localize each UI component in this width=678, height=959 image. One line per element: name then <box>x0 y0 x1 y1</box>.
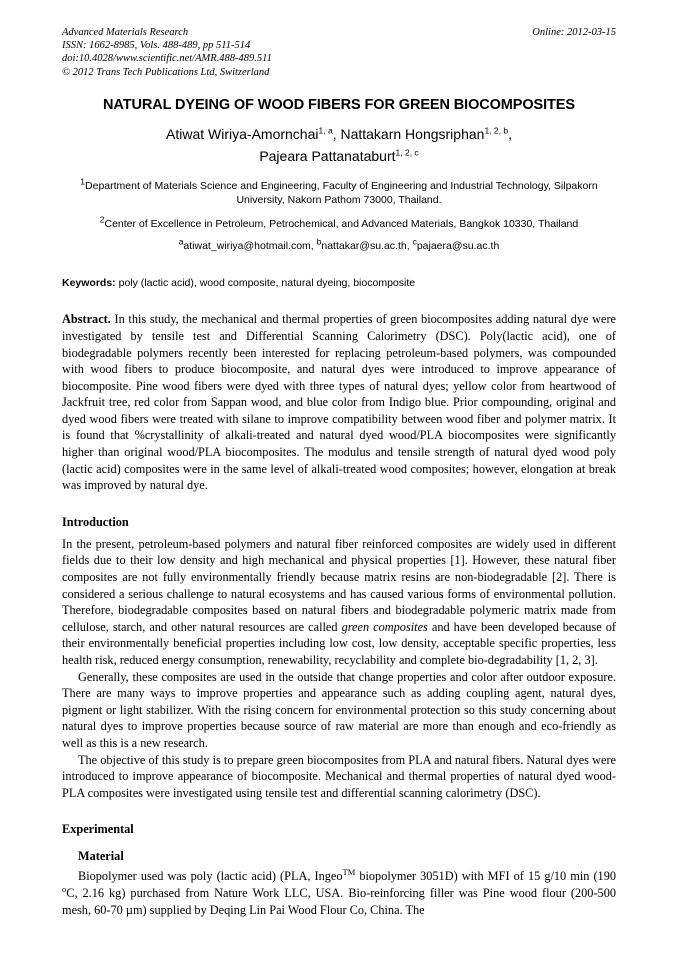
keywords-value: poly (lactic acid), wood composite, natural dyeing, biocomposite <box>115 277 416 290</box>
section-heading-experimental: Experimental <box>62 822 134 837</box>
affiliation-list <box>62 176 616 232</box>
email-marker-a: a <box>178 236 184 247</box>
affiliation-marker-2: 2 <box>99 214 105 225</box>
introduction-paragraph-2: Generally, these composites are used in the outside that change properties and color after outdoor exposure. There are many ways to improve properties and appearance such as adding coupling agent, natural dyes, pigment or light stabilizer. With the rising concern for environmental protection so this study concerning about natural dyes to improve properties because source of raw material are more than enough and eco-friendly as well as this is a new research. <box>62 669 616 750</box>
introduction-paragraph-3: The objective of this study is to prepare green biocomposites from PLA and natural fibers. Natural dyes were introduced to improve appearance of biocomposite. Mechanical and thermal properties of natural dyed wood-PLA composites were investigated using tensile test and differential scanning calorimetry (DSC). <box>62 752 616 800</box>
material-p1-part-b: biopolymer 3051D) with MFI of 15 g/10 min (190 <box>355 869 616 884</box>
intro-p1-emphasis: green composites <box>341 619 428 634</box>
intro-p1-part-a: In the present, petroleum-based polymers and natural fiber reinforced composites are widely used in different fields due to their low density and high mechanical and physical properties [1]. However, these natural fiber composites are not fully environmentally friendly because matrix resins are non-biodegradable [2]. There is considered a serious challenge to natural ecosystems and has caused various forms of environmental pollution. Therefore, biodegradable composites based on natural fibers and biodegradable polymeric matrix made from cellulose, starch, and other natural resources are called <box>62 536 616 634</box>
email-marker-c: c <box>412 236 417 247</box>
abstract-paragraph <box>62 311 616 494</box>
keywords-label: Keywords: <box>62 277 116 290</box>
online-date: Online: 2012-03-15 <box>532 27 616 38</box>
keywords-line <box>62 277 616 289</box>
author-separator-1: , <box>332 125 341 142</box>
affiliation-2 <box>62 214 616 232</box>
issn-line: ISSN: 1662-8985, Vols. 488-489, pp 511-514 <box>62 40 251 52</box>
material-p1-part-a: Biopolymer used was poly (lactic acid) (PLA, Ingeo <box>78 869 343 884</box>
page-header <box>62 26 616 79</box>
email-b: nattakar@su.ac.th, <box>321 240 413 253</box>
author-affil-sup-1: 1, a <box>318 125 333 136</box>
affiliation-1 <box>62 176 616 208</box>
header-left <box>62 26 502 79</box>
affiliation-marker-1: 1 <box>80 176 86 187</box>
author-name-3: Pajeara Pattanataburt <box>259 147 396 164</box>
author-separator-2: , <box>508 125 512 142</box>
abstract-text: In this study, the mechanical and thermal properties of green biocomposites adding natural dye were investigated by tensile test and Differential Scanning Calorimetry (DSC). Poly(lactic acid), one of biodegradable polymers recently been interested for replacing petroleum-based polymers, was compounded with wood fibers to produce biocomposite, and natural dyes were introduced to improve appearance of biocomposite. Pine wood fibers were dyed with three types of natural dyes; yellow color from heartwood of Jackfruit tree, red color from Sappan wood, and blue color from Indigo blue. Prior compounding, original and dyed wood fibers were treated with silane to improve compatibility between wood fiber and polymer matrix. It is found that %crystallinity of alkali-treated and natural dyed wood/PLA biocomposites were significantly higher than original wood/PLA biocomposites. The modulus and tensile strength of natural dyed wood poly (lactic acid) composites were in the same level of alkali-treated wood composites; however, elongation at break was improved by natural dye. <box>62 312 616 493</box>
copyright-line: © 2012 Trans Tech Publications Ltd, Switzerland <box>62 66 270 78</box>
material-paragraph-1 <box>62 868 616 918</box>
email-marker-b: b <box>316 236 322 247</box>
author-name-2: Nattakarn Hongsriphan <box>340 125 485 142</box>
subsection-heading-material: Material <box>78 849 124 864</box>
section-heading-introduction: Introduction <box>62 514 129 529</box>
abstract-label: Abstract. <box>62 312 111 327</box>
email-c: pajaera@su.ac.th <box>416 240 500 253</box>
author-name-1: Atiwat Wiriya-Amornchai <box>166 125 319 142</box>
author-affil-sup-2: 1, 2, b <box>484 125 509 136</box>
author-line-2 <box>62 146 616 166</box>
introduction-paragraph-1 <box>62 536 616 669</box>
page-title: NATURAL DYEING OF WOOD FIBERS FOR GREEN BIOCOMPOSITES <box>103 96 575 113</box>
author-list <box>62 124 616 166</box>
author-affil-sup-3: 1, 2, c <box>395 147 419 158</box>
doi-line: doi:10.4028/www.scientific.net/AMR.488-489.511 <box>62 53 272 65</box>
material-p1-trademark: TM <box>342 867 356 878</box>
affiliation-text-1: Department of Materials Science and Engineering, Faculty of Engineering and Industrial Technology, Silpakorn University, Nakorn Pathom 73000, Thailand. <box>85 179 598 207</box>
author-emails <box>62 236 616 253</box>
material-p1-part-c: C, 2.16 kg) purchased from Nature Work LLC, USA. Bio-reinforcing filler was Pine wood flour (200-500 mesh, 60-70 µm) supplied by Deqing Lin Pai Wood Flour Co, China. The <box>62 885 616 917</box>
affiliation-text-2: Center of Excellence in Petroleum, Petrochemical, and Advanced Materials, Bangkok 10330, Thailand <box>104 217 579 230</box>
intro-p1-part-b: and have been developed because of their environmentally beneficial properties including low cost, low density, acceptable specific properties, less health risk, reduced energy consumption, renewability, recyclability and complete bio-degradability [1, 2, 3]. <box>62 619 616 667</box>
material-p1-degree: o <box>62 883 67 894</box>
email-a: atiwat_wiriya@hotmail.com, <box>183 240 317 253</box>
author-line-1 <box>62 124 616 144</box>
journal-name: Advanced Materials Research <box>62 27 189 38</box>
